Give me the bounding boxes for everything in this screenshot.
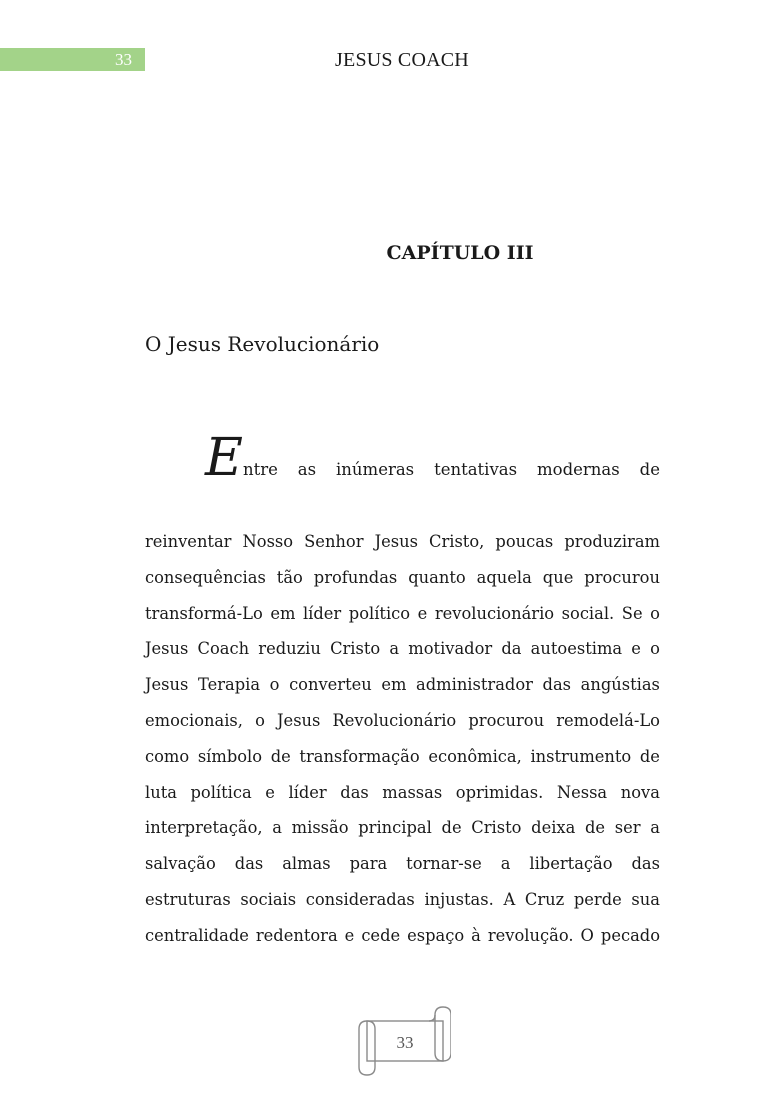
body-word: Revolucionário xyxy=(332,710,457,730)
body-word: quanto xyxy=(408,567,466,587)
first-line-word: tentativas xyxy=(434,460,518,479)
body-word: A xyxy=(503,889,516,909)
body-word: O xyxy=(580,925,594,945)
body-word: libertação xyxy=(529,854,613,874)
first-word-rest: ntre xyxy=(242,460,278,479)
body-word: procurou xyxy=(468,710,545,730)
body-word: espaço xyxy=(407,925,465,945)
body-word: angústias xyxy=(580,675,660,695)
body-word: tornar-se xyxy=(406,854,482,874)
body-word: injustas. xyxy=(424,889,494,909)
body-word: símbolo xyxy=(197,746,263,766)
first-line-word: modernas xyxy=(537,460,620,479)
body-line xyxy=(145,667,660,703)
body-word: de xyxy=(639,746,660,766)
body-word: das xyxy=(542,675,572,695)
body-word: converteu xyxy=(289,675,372,695)
body-word: Cristo xyxy=(330,639,381,659)
body-word: perde xyxy=(573,889,622,909)
body-word: de xyxy=(270,746,291,766)
body-word: Cristo, xyxy=(429,532,485,551)
body-word: como xyxy=(145,746,190,766)
body-word: política xyxy=(190,782,252,802)
body-line xyxy=(145,846,660,882)
body-word: revolucionário xyxy=(434,603,555,623)
body-word: que xyxy=(542,567,574,587)
body-word: pecado xyxy=(600,925,660,945)
body-word: emocionais, xyxy=(145,710,243,730)
body-word: e xyxy=(344,925,355,945)
body-word: salvação xyxy=(145,854,216,874)
first-word xyxy=(205,428,278,488)
body-word: oprimidas. xyxy=(455,782,544,802)
body-word: reduziu xyxy=(258,639,321,659)
body-word: sociais xyxy=(240,889,297,909)
body-line xyxy=(145,560,660,596)
body-word: ser xyxy=(614,818,641,838)
body-word: político xyxy=(348,603,411,623)
body-word: à xyxy=(471,925,481,945)
first-paragraph-line xyxy=(205,428,660,492)
footer-page-number: 33 xyxy=(396,1033,414,1052)
first-line-word: as xyxy=(297,460,317,479)
body-line xyxy=(145,524,660,560)
body-line xyxy=(145,739,660,775)
body-word: a xyxy=(272,818,282,838)
body-word: a xyxy=(500,854,511,874)
body-line xyxy=(145,703,660,739)
body-word: revolução. xyxy=(487,925,574,945)
body-word: administrador xyxy=(416,675,533,695)
body-word: o xyxy=(269,675,280,695)
header-page-number: 33 xyxy=(115,50,132,69)
body-word: o xyxy=(255,710,265,730)
body-line xyxy=(145,882,660,918)
body-word: para xyxy=(349,854,388,874)
body-word: procurou xyxy=(584,567,660,587)
body-word: Se xyxy=(621,603,643,623)
body-word: tão xyxy=(276,567,303,587)
body-word: consequências xyxy=(145,567,266,587)
body-line xyxy=(145,596,660,632)
body-word: redentora xyxy=(255,925,338,945)
body-word: a xyxy=(389,639,400,659)
body-word: econômica, xyxy=(428,746,522,766)
body-word: Cristo xyxy=(471,818,522,838)
body-word: principal xyxy=(358,818,432,838)
body-word: e xyxy=(265,782,275,802)
first-line-word: de xyxy=(639,460,660,479)
body-word: da xyxy=(501,639,522,659)
body-word: e xyxy=(417,603,428,623)
body-word: remodelá-Lo xyxy=(556,710,660,730)
body-word: deixa xyxy=(531,818,576,838)
body-word: instrumento xyxy=(530,746,632,766)
body-word: transformação xyxy=(299,746,420,766)
body-word: líder xyxy=(302,603,342,623)
body-word: Jesus xyxy=(145,675,189,695)
body-word: estruturas xyxy=(145,889,231,909)
body-word: produziram xyxy=(564,532,660,551)
body-word: nova xyxy=(620,782,660,802)
body-word: o xyxy=(650,639,660,659)
body-word: Cruz xyxy=(524,889,565,909)
body-word: e xyxy=(631,639,641,659)
body-word: das xyxy=(340,782,369,802)
body-word: em xyxy=(270,603,296,623)
body-word: motivador xyxy=(408,639,493,659)
chapter-heading: CAPÍTULO III xyxy=(386,242,534,264)
body-word: social. xyxy=(561,603,615,623)
body-word: de xyxy=(585,818,606,838)
body-word: massas xyxy=(382,782,443,802)
body-line xyxy=(145,810,660,846)
body-word: almas xyxy=(282,854,331,874)
body-word: Senhor xyxy=(304,532,364,551)
body-word: das xyxy=(234,854,264,874)
body-line xyxy=(145,918,660,954)
body-word: centralidade xyxy=(145,925,249,945)
body-line xyxy=(145,775,660,811)
body-word: Jesus xyxy=(374,532,418,551)
body-word: cede xyxy=(361,925,401,945)
body-word: profundas xyxy=(313,567,398,587)
body-word: reinventar xyxy=(145,532,232,551)
body-word: em xyxy=(381,675,407,695)
body-line xyxy=(145,631,660,667)
body-word: poucas xyxy=(495,532,554,551)
body-word: Nessa xyxy=(556,782,608,802)
body-text xyxy=(145,524,660,954)
body-word: interpretação, xyxy=(145,818,263,838)
body-word: consideradas xyxy=(305,889,415,909)
body-word: Jesus xyxy=(277,710,321,730)
body-word: luta xyxy=(145,782,177,802)
body-word: sua xyxy=(631,889,660,909)
body-word: Coach xyxy=(197,639,250,659)
scroll-ornament xyxy=(355,1005,451,1077)
body-word: de xyxy=(441,818,462,838)
body-word: a xyxy=(650,818,660,838)
body-word: líder xyxy=(288,782,327,802)
body-word: missão xyxy=(291,818,349,838)
body-word: Terapia xyxy=(197,675,261,695)
body-word: autoestima xyxy=(530,639,623,659)
section-title: O Jesus Revolucionário xyxy=(145,332,380,356)
running-title: JESUS COACH xyxy=(335,49,469,71)
body-word: das xyxy=(631,854,660,874)
body-word: o xyxy=(650,603,660,623)
first-line-word: inúmeras xyxy=(336,460,415,479)
body-word: transformá-Lo xyxy=(145,603,263,623)
body-word: Jesus xyxy=(145,639,189,659)
body-word: Nosso xyxy=(242,532,294,551)
body-word: aquela xyxy=(476,567,532,587)
drop-cap: E xyxy=(205,428,243,488)
